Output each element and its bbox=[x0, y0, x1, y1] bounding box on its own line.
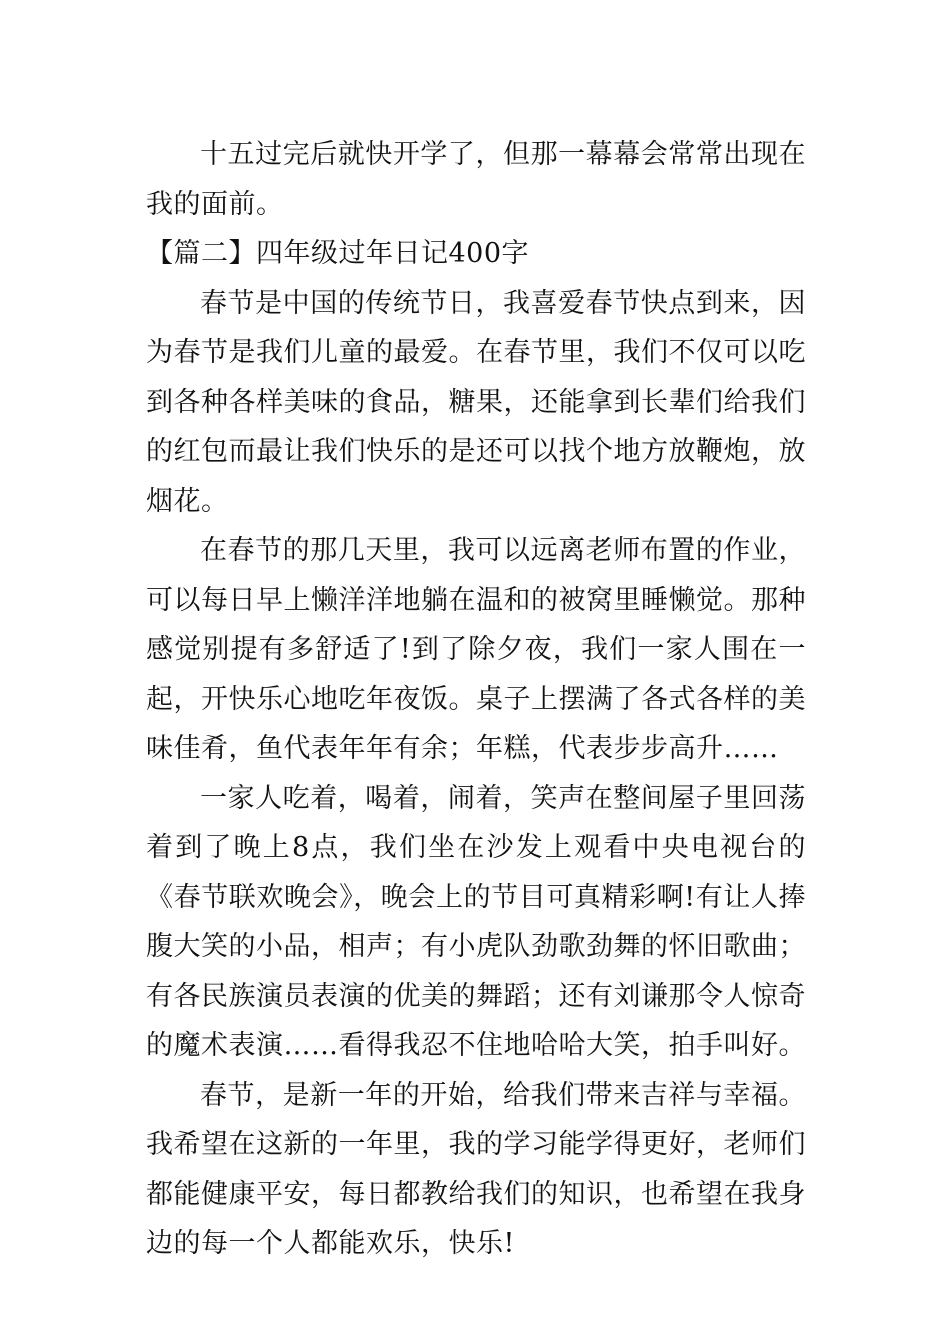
document-page bbox=[146, 130, 806, 1269]
paragraph-2: 在春节的那几天里，我可以远离老师布置的作业，可以每日早上懒洋洋地躺在温和的被窝里睡懒觉。那种感觉别提有多舒适了!到了除夕夜，我们一家人围在一起，开快乐心地吃年夜饭。桌子上摆满了各式各样的美味佳肴，鱼代表年年有余；年糕，代表步步高升…… bbox=[146, 535, 806, 764]
section-heading: 【篇二】四年级过年日记400字 bbox=[146, 238, 530, 269]
paragraph-1: 春节是中国的传统节日，我喜爱春节快点到来，因为春节是我们儿童的最爱。在春节里，我们不仅可以吃到各种各样美味的食品，糖果，还能拿到长辈们给我们的红包而最让我们快乐的是还可以找个地方放鞭炮，放烟花。 bbox=[146, 287, 806, 517]
paragraph-4: 春节，是新一年的开始，给我们带来吉祥与幸福。我希望在这新的一年里，我的学习能学得更好，老师们都能健康平安，每日都教给我们的知识，也希望在我身边的每一个人都能欢乐，快乐! bbox=[146, 1079, 806, 1259]
paragraph-intro: 十五过完后就快开学了，但那一幕幕会常常出现在我的面前。 bbox=[146, 139, 806, 220]
paragraph-3: 一家人吃着，喝着，闹着，笑声在整间屋子里回荡着到了晚上8点，我们坐在沙发上观看中央电视台的《春节联欢晚会》，晚会上的节目可真精彩啊!有让人捧腹大笑的小品，相声；有小虎队劲歌劲舞的怀旧歌曲；有各民族演员表演的优美的舞蹈；还有刘谦那令人惊奇的魔术表演……看得我忍不住地哈哈大笑，拍手叫好。 bbox=[146, 782, 806, 1061]
